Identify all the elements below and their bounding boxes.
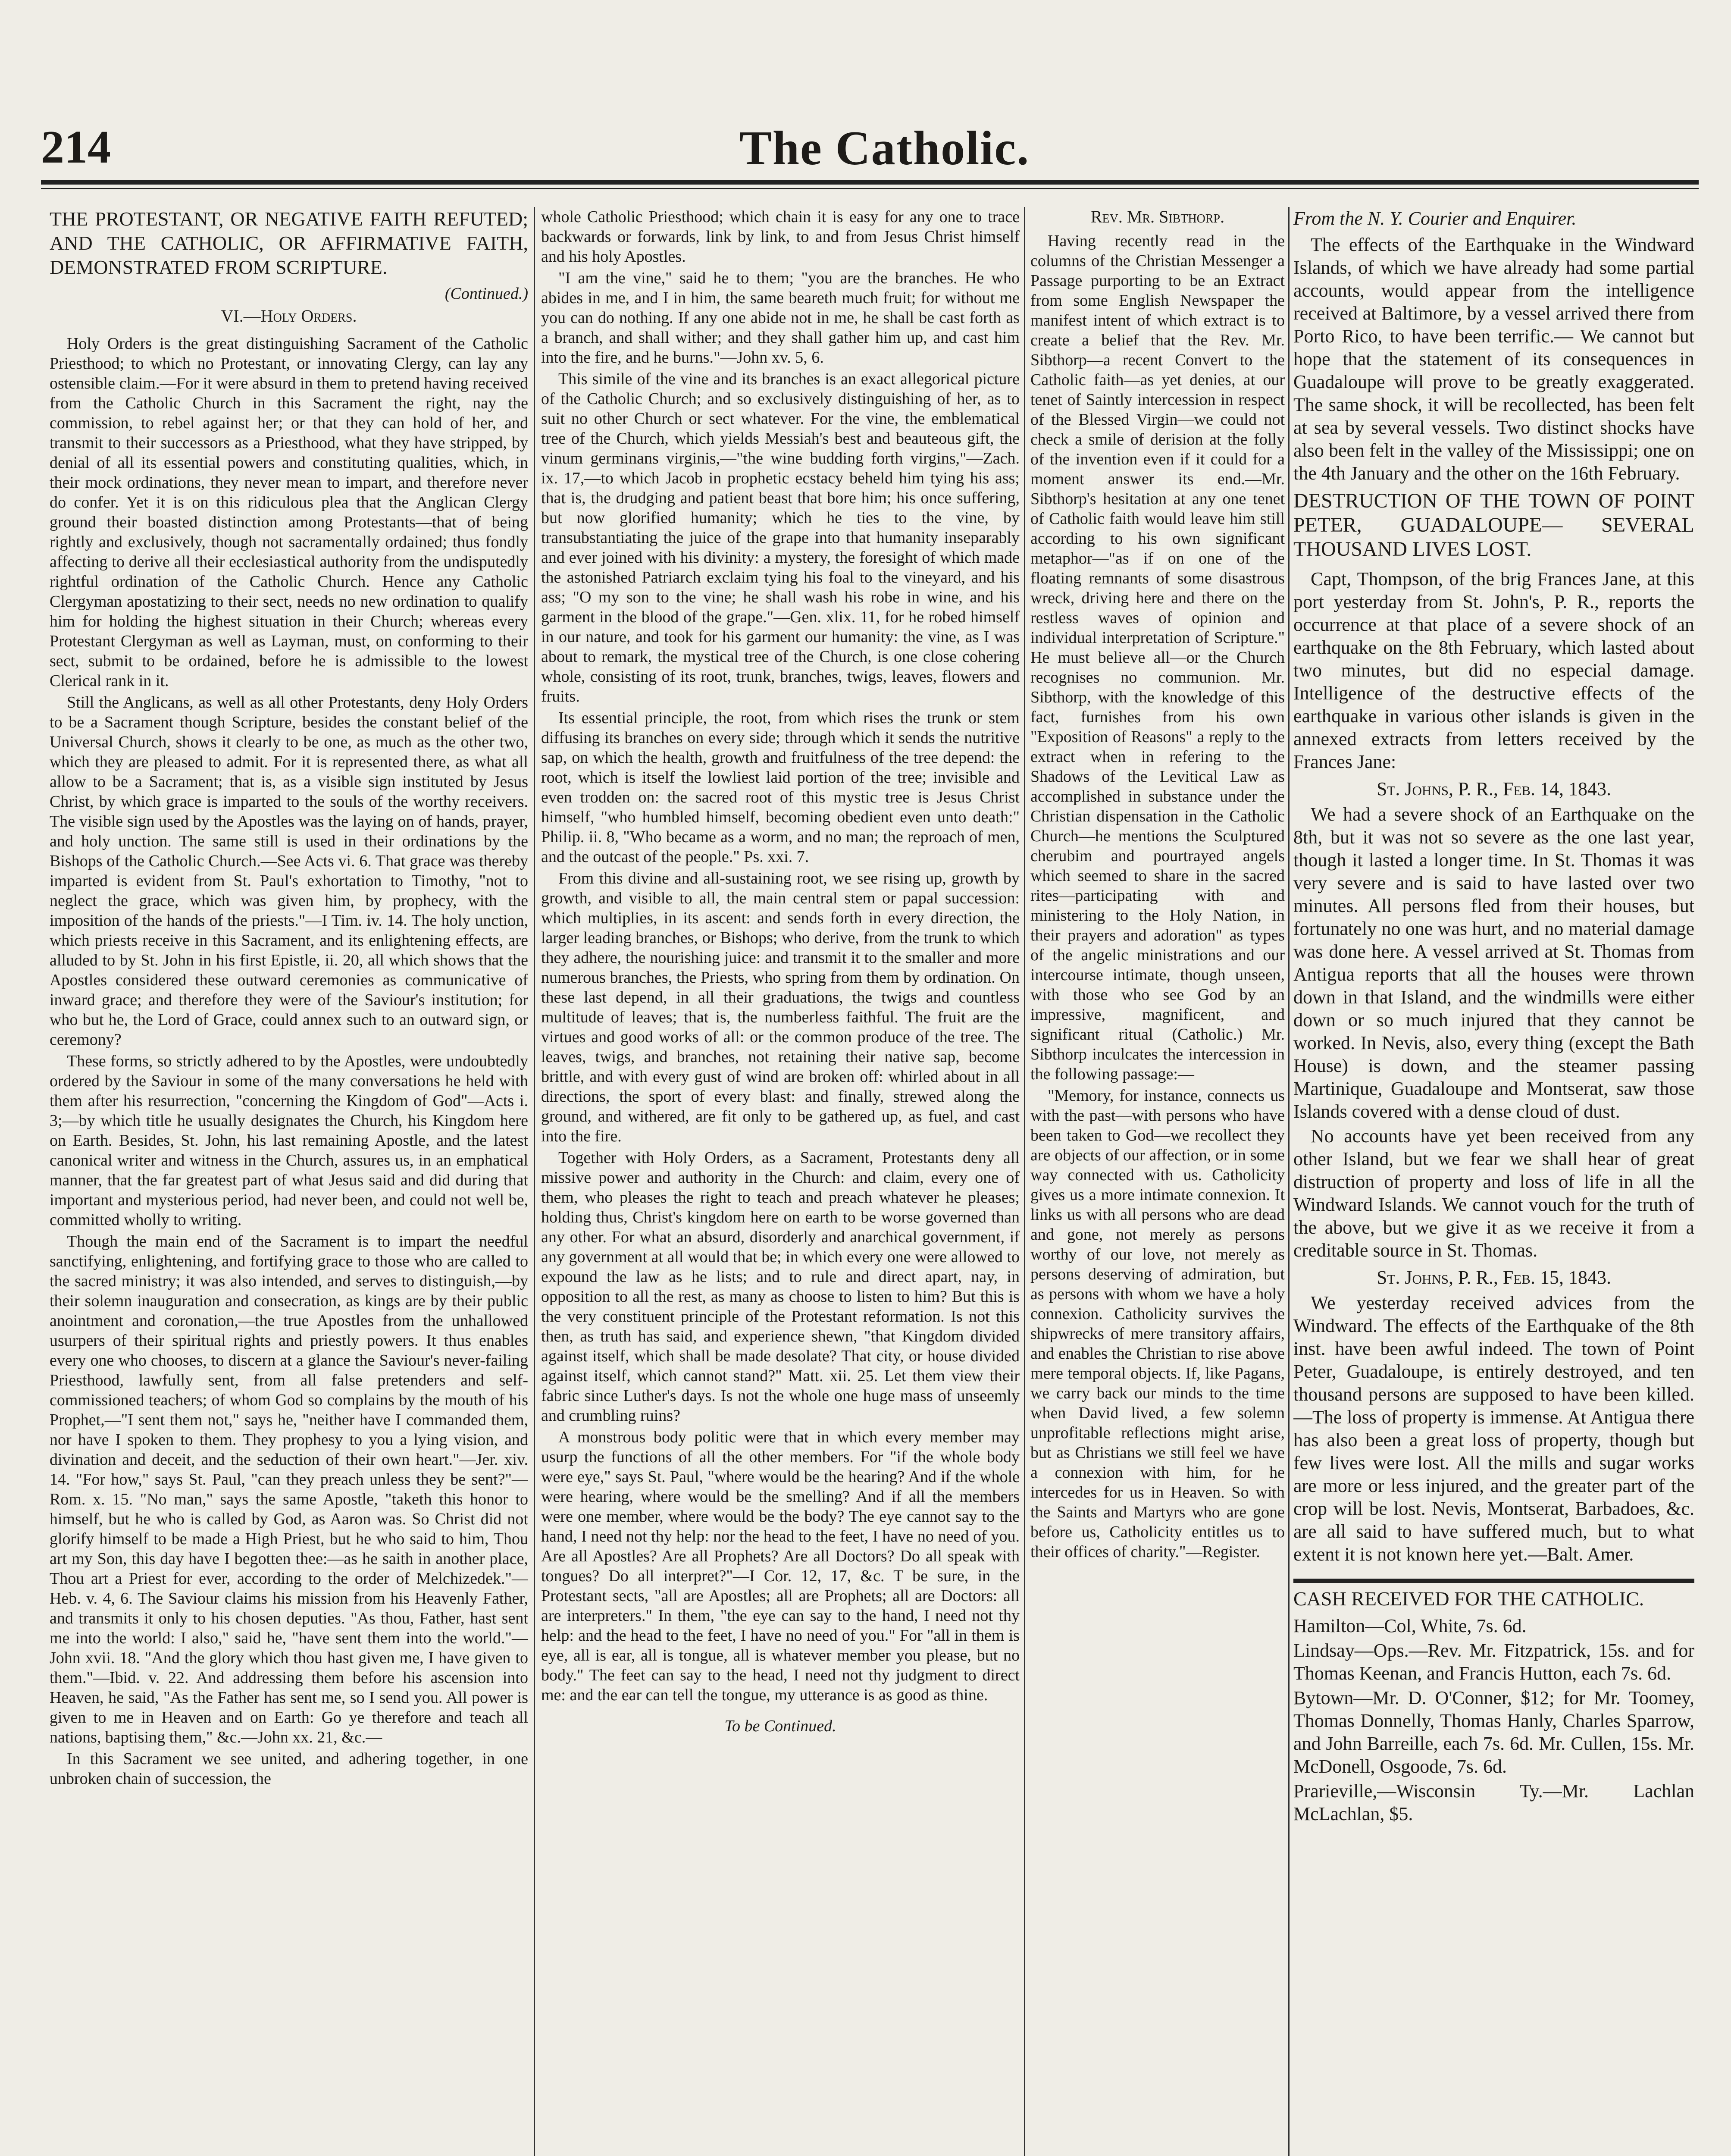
cash-heading: CASH RECEIVED FOR THE CATHOLIC. (1293, 1579, 1694, 1610)
paragraph: "Memory, for instance, connects us with the past—with persons who have been taken to God—we recollect they are objects of our affection, or in some way connected with us. Catholicity gives us a more intimate connexion. It links us with all persons who are dead and gone, not merely as persons worthy of our love, not merely as persons deserving of admiration, but as persons with whom we have a holy connexion. Catholicity survives the shipwrecks of mere transitory affairs, and enables the Christian to rise above mere temporal objects. If, like Pagans, we carry back our minds to the time when David lived, a few solemn unprofitable reflections might arise, but as Christians we still feel we have a connexion with him, for he intercedes for us in Heaven. So with the Saints and Martyrs who are gone before us, Catholicity entitles us to their offices of charity."—Register. (1030, 1087, 1285, 1561)
paragraph: We yesterday received advices from the Windward. The effects of the Earthquake of the 8th inst. have been awful indeed. The town of Point Peter, Guadaloupe, is entirely destroyed, and ten thousand persons are supposed to have been killed.—The loss of property is immense. At Antigua there has also been a great loss of property, though but few lives were lost. All the mills and sugar works are more or less injured, and the greater part of the crop will be lost. Nevis, Montserat, Barbadoes, &c. are all said to have suffered much, but to what extent it is not known here yet.—Balt. Amer. (1293, 1292, 1694, 1565)
column-3 (1030, 207, 1285, 2156)
column-divider (1288, 207, 1290, 2156)
paragraph: No accounts have yet been received from any other Island, but we fear we shall hear of great distruction of property and loss of life in all the Windward Islands. We cannot vouch for the truth of the above, but we give it as we receive it from a creditable source in St. Thomas. (1293, 1125, 1694, 1261)
header-rule-thick (41, 180, 1699, 185)
cash-entry: Hamilton—Col, White, 7s. 6d. (1293, 1615, 1527, 1636)
cash-entry: Lindsay—Ops.—Rev. Mr. Fitzpatrick, 15s. and for Thomas Keenan, and Francis Hutton, each 7s. 6d. (1293, 1640, 1694, 1684)
paragraph: These forms, so strictly adhered to by the Apostles, were undoubtedly ordered by the Saviour in some of the many conversations he held with them after his resurrection, "concerning the Kingdom of God"—Acts i. 3;—by which title he usually designates the Church, his Kingdom here on Earth. Besides, St. John, his last remaining Apostle, and the latest canonical writer and witness in the Church, assures us, in an emphatical manner, that the far greatest part of what Jesus said and did during that important and mysterious period, had never been, and could not well be, committed wholly to writing. (50, 1052, 528, 1229)
to-be-continued: To be Continued. (724, 1717, 836, 1735)
source-credit: From the N. Y. Courier and Enquirer. (1293, 208, 1577, 229)
cash-received-section (1293, 1579, 1694, 1825)
dateline: St. Johns, P. R., Feb. 15, 1843. (1377, 1267, 1611, 1288)
paragraph: We had a severe shock of an Earthquake on the 8th, but it was not so severe as the one last year, though it lasted a longer time. In St. Thomas it was very severe and is said to have lasted over two minutes. All persons fled from their houses, but fortunately no one was hurt, and no material damage was done here. A vessel arrived at St. Thomas from Antigua reports that all the houses were thrown down in that Island, and the windmills were either down or so much injured that they cannot be worked. In Nevis, also, every thing (except the Bath House) is down, and the steamer passing Martinique, Guadaloupe and Montserat, saw those Islands covered with a dense cloud of dust. (1293, 804, 1694, 1122)
paragraph: Though the main end of the Sacrament is to impart the needful sanctifying, enlightening, and fortifying grace to those who are called to the sacred ministry; it was also intended, and serves to distinguish,—by their solemn inauguration and consecration, as kings are by their public anointment and coronation,—the true Apostles from the unhallowed usurpers of their spiritual rights and priestly powers. It thus enables every one who chooses, to discern at a glance the Saviour's never-failing Priesthood, lawfully sent, from all false pretenders and self-commissioned teachers; of whom God so complains by the mouth of his Prophet,—"I sent them not," says he, "neither have I commanded them, nor have I spoken to them. They prophesy to you a lying vision, and divination and deceit, and the seduction of their own heart."—Jer. xiv. 14. "For how," says St. Paul, "can they preach unless they be sent?"—Rom. x. 15. "No man," says the same Apostle, "taketh this honor to himself, but he who is called by God, as Aaron was. So Christ did not glorify himself to be made a High Priest, but he who said to him, Thou art my Son, this day have I begotten thee:—as he saith in another place, Thou art a Priest for ever, according to the order of Melchizedek."—Heb. v. 4, 6. The Saviour claims his mission from his Heavenly Father, and transmits it only to his chosen deputies. "As thou, Father, hast sent me into the world: I also," said he, "have sent them into the world."—John xvii. 18. "And the glory which thou hast given me, I have given to them."—Ibid. v. 22. And addressing them before his ascension into Heaven, he said, "As the Father has sent me, so I send you. All power is given to me in Heaven and on Earth: Go ye therefore and teach all nations, baptising them," &c.—John xx. 21, &c.— (50, 1232, 528, 1746)
header-rule-thin (41, 188, 1699, 189)
paragraph: whole Catholic Priesthood; which chain it is easy for any one to trace backwards or forwards, link by link, to and from Jesus Christ himself and his holy Apostles. (541, 208, 1020, 266)
paragraph: Holy Orders is the great distinguishing Sacrament of the Catholic Priesthood; to which no Protestant, or innovating Clergy, can lay any ostensible claim.—For it were absurd in them to pretend having received from the Catholic Church in this Sacrament the right, nay the commission, to rebel against her; or that they can hold of her, and transmit to their successors as a Priesthood, what they have stripped, by denial of all its essential powers and constituting qualities, which, in their mock ordinations, they never mean to impart, and therefore never do confer. Yet it is on this ridiculous plea that the Anglican Clergy ground their boasted distinction among Protestants—that of being rightly and exclusively, though not sacramentally ordained; thus fondly affecting to derive all their ecclesiastical authority from the undisputedly rightful ordination of the Catholic Church. Hence any Catholic Clergyman apostatizing to their sect, needs no new ordination to qualify him for holding the highest situation in their Church; whereas every Protestant Clergyman as well as Layman, must, on conforming to their sect, submit to be ordained, before he is admissible to the lowest Clerical rank in it. (50, 335, 528, 690)
paragraph: Together with Holy Orders, as a Sacrament, Protestants deny all missive power and authority in the Church: and claim, every one of them, who pleases the right to teach and preach whatever he pleases; holding thus, Christ's kingdom here on earth to be worse governed than any other. For what an absurd, disorderly and anarchical government, if any government at all would that be; in which every one were allowed to expound the law as he lists; and to rule and direct apart, nay, in opposition to all the rest, as many as choose to listen to him? But this is the very constituent principle of the Protestant reformation. Is not this then, as truth has said, and experience shewn, "that Kingdom divided against itself, which shall be made desolate? That city, or house divided against itself, which cannot stand?" Matt. xii. 25. Let them view their fabric since Luther's days. Is not the whole one huge mass of unseemly and crumbling ruins? (541, 1149, 1020, 1425)
paragraph: This simile of the vine and its branches is an exact allegorical picture of the Catholic Church; and so exclusively distinguishing of her, as to suit no other Church or sect whatever. For the vine, the emblematical tree of the Church, which yields Messiah's best and beauteous gift, the vinum germinans virginis,—"the wine budding forth virgins,"—Zach. ix. 17,—to which Jacob in prophetic ecstacy beheld him tying his ass; that is, the drudging and patient beast that bore him; his once suffering, but now glorified humanity; which he ties to the vine, by transubstantiating the juice of the grape into that humanity inseparably and ever joined with his divinity: a mystery, the foresight of which made the astonished Patriarch exclaim tying his foal to the vineyard, and his ass; "O my son to the vine; he shall wash his robe in wine, and his garment in the blood of the grape."—Gen. xlix. 11, for he robed himself in our nature, and took for his garment our humanity: the vine, as I was about to remark, the mystical tree of the Church, is one close cohering whole, consisting of its root, trunk, branches, twigs, leaves, flowers and fruits. (541, 370, 1020, 705)
paragraph: The effects of the Earthquake in the Windward Islands, of which we have already had some partial accounts, would appear from the intelligence received at Baltimore, by a vessel arrived there from Porto Rico, to have been terrific.— We cannot but hope that the statement of its consequences in Guadaloupe will prove to be greatly exaggerated. The same shock, it will be recollected, has been felt at sea by several vessels. Two distinct shocks have also been felt in the valley of the Mississippi; one on the 4th January and the other on the 16th February. (1293, 234, 1694, 484)
headline: DESTRUCTION OF THE TOWN OF POINT PETER, GUADALOUPE— SEVERAL THOUSAND LIVES LOST. (1293, 489, 1694, 561)
column-1 (50, 207, 528, 2156)
paragraph: Still the Anglicans, as well as all other Protestants, deny Holy Orders to be a Sacrament though Scripture, besides the constant belief of the Universal Church, shows it clearly to be one, as much as the other two, which they are pleased to admit. For it is represented there, as what all allow to be a Sacrament; that is, as a visible sign instituted by Jesus Christ, by which grace is imparted to the souls of the worthy receivers. The visible sign used by the Apostles was the laying on of hands, prayer, and holy unction. The same still is used in their ordinations by the Bishops of the Catholic Church.—See Acts vi. 6. That grace was thereby imparted is evident from St. Paul's exhortation to Timothy, "not to neglect the grace, which was given him, by prophecy, with the imposition of the hands of the priests."—I Tim. iv. 14. The holy unction, which priests receive in this Sacrament, and its enlightening effects, are alluded to by St. John in his first Epistle, ii. 20, all which shows that the Apostles considered these outward ceremonies as communicative of inward grace; and therefore they were of the Saviour's institution; for who but he, the Lord of Grace, could annex such to an outward sign, or ceremony? (50, 693, 528, 1049)
cash-entry: Bytown—Mr. D. O'Conner, $12; for Mr. Toomey, Thomas Donnelly, Thomas Hanly, Charles Sparrow, and John Barreille, each 7s. 6d. Mr. Cullen, 15s. Mr. McDonell, Osgoode, 7s. 6d. (1293, 1687, 1694, 1777)
paragraph: In this Sacrament we see united, and adhering together, in one unbroken chain of succession, the (50, 1750, 528, 1788)
paragraph: From this divine and all-sustaining root, we see rising up, growth by growth, and visible to all, the main central stem or papal succession: which multiplies, in its ascent: and sends forth in every direction, the larger leading branches, or Bishops; who derive, from the trunk to which they adhere, the nourishing juice: and transmit it to the smaller and more numerous branches, the Priests, who spring from them by ordination. On these last depend, in all their graduations, the twigs and countless multitude of leaves; that is, the numberless faithful. The fruit are the virtues and good works of all: or the common produce of the tree. The leaves, twigs, and branches, not retaining their native sap, become brittle, and with every gust of wind are broken off: whirled about in all directions, the sport of every blast: and finally, strewed along the ground, and withered, are fit only to be gathered up, as fuel, and cast into the fire. (541, 869, 1020, 1145)
section-heading: VI.—Holy Orders. (221, 306, 357, 326)
paragraph: Its essential principle, the root, from which rises the trunk or stem diffusing its branches on every side; through which it sends the nutritive sap, on which the health, growth and fruitfulness of the tree depend: the root, which is itself the lowliest laid portion of the tree; invisible and even trodden on: the sacred root of this mystic tree is Jesus Christ himself, "who humbled himself, becoming obedient even unto death:" Philip. ii. 8, "Who became as a worm, and no man; the reproach of men, and the outcast of the people." Ps. xxi. 7. (541, 709, 1020, 866)
column-divider (534, 207, 535, 2156)
paragraph: Having recently read in the columns of the Christian Messenger a Passage purporting to be an Extract from some English Newspaper the manifest intent of which extract is to create a belief that the Rev. Mr. Sibthorp—a recent Convert to the Catholic faith—as yet denies, at our tenet of Saintly intercession in respect of the Blessed Virgin—we could not check a smile of derision at the folly of the invention even if it could for a moment answer its end.—Mr. Sibthorp's hesitation at any one tenet of Catholic faith would leave him still according to his own significant metaphor—"as if on one of the floating remnants of some disastrous wreck, driving here and there on the restless waves of opinion and individual interpretation of Scripture." He must believe all—or the Church recognises no communion. Mr. Sibthorp, with the knowledge of this fact, furnishes from his own "Exposition of Reasons" a reply to the extract when in refering to the Shadows of the Levitical Law as accomplished in substance under the Christian dispensation in the Catholic Church—he mentions the Sculptured cherubim and pourtrayed angels which seemed to share in the sacred rites—participating with and ministering to the Holy Nation, in their prayers and adoration" as types of the angelic ministrations and our intercourse intimate, though unseen, with those who see God by an impressive, magnificent, and significant ritual (Catholic.) Mr. Sibthorp inculcates the intercession in the following passage:— (1030, 232, 1285, 1083)
page-number: 214 (41, 122, 111, 173)
paragraph: Capt, Thompson, of the brig Frances Jane, at this port yesterday from St. John's, P. R., reports the occurrence at that place of a severe shock of an earthquake on the 8th February, which lasted about two minutes, but did no especial damage. Intelligence of the destructive effects of the earthquake in various other islands is given in the annexed extracts from letters received by the Frances Jane: (1293, 568, 1694, 772)
article-title: THE PROTESTANT, OR NEGATIVE FAITH REFUTED; AND THE CATHOLIC, OR AFFIRMATIVE FAITH, DEMONSTRATED FROM SCRIPTURE. (50, 208, 528, 278)
column-4 (1293, 207, 1694, 2156)
column-2 (541, 207, 1020, 2156)
cash-entry: Prarieville,—Wisconsin Ty.—Mr. Lachlan McLachlan, $5. (1293, 1780, 1694, 1824)
paragraph: A monstrous body politic were that in which every member may usurp the functions of all the other members. For "if the whole body were eye," says St. Paul, "where would be the hearing? And if the whole were hearing, where would be the smelling? And if all the members were one member, where would be the body? The eye cannot say to the hand, I need not thy help: nor the head to the feet, I have no need of you. Are all Apostles? Are all Prophets? Are all Doctors? Do all speak with tongues? Do all interpret?"—I Cor. 12, 17, &c. T be sure, in the Protestant sects, "all are Apostles; all are Prophets; all are Doctors: all are interpreters." In them, "the eye can say to the hand, I need not thy help: and the head to the feet, I have no need of you." For "all in them is eye, all is ear, all is tongue, all is whatever member you please, but no body." The feet can say to the head, I need not thy judgment to direct me: and the ear can tell the tongue, my utterance is as good as thine. (541, 1428, 1020, 1704)
masthead: The Catholic. (739, 122, 1030, 175)
page-header (41, 121, 1699, 177)
column-divider (1024, 207, 1025, 2156)
paragraph: "I am the vine," said he to them; "you are the branches. He who abides in me, and I in him, the same beareth much fruit; for without me you can do nothing. If any one abide not in me, he shall be cast forth as a branch, and shall wither; and they shall gather him up, and cast him into the fire, and he burns."—John xv. 5, 6. (541, 269, 1020, 367)
dateline: St. Johns, P. R., Feb. 14, 1843. (1377, 778, 1611, 799)
article-heading: Rev. Mr. Sibthorp. (1090, 207, 1225, 226)
continued-note: (Continued.) (444, 285, 528, 303)
